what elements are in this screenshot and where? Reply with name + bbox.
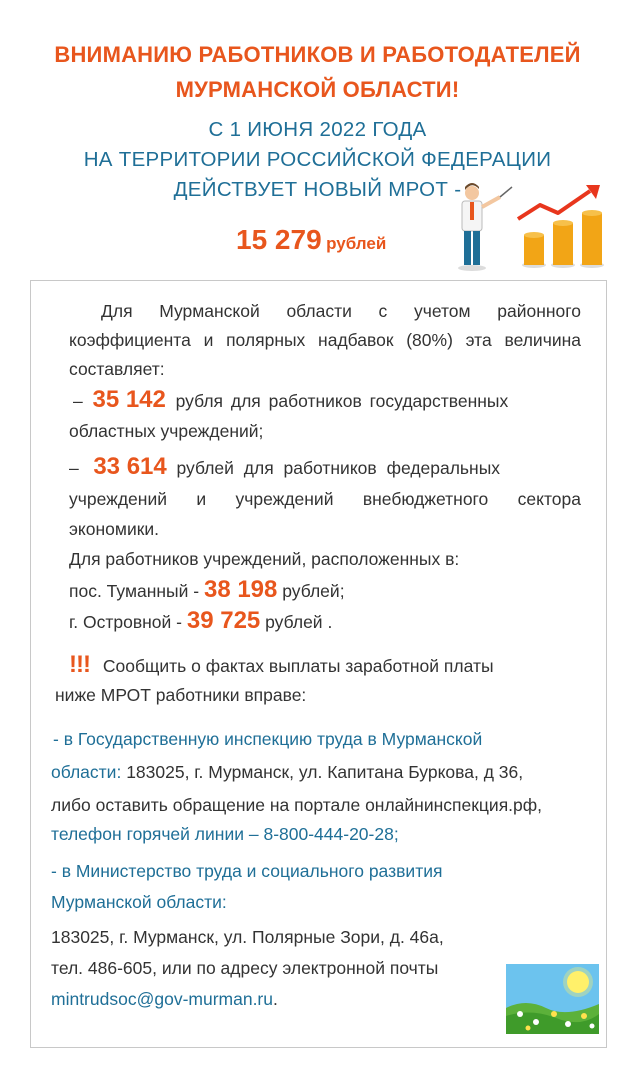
list-item-federal — [69, 453, 500, 481]
list-item-text: рублей для работников федеральных — [176, 458, 501, 478]
git-heading: - в Государственную инспекцию труда в Мурманской — [53, 729, 483, 749]
hotline-phone: телефон горячей линии – 8-800-444-20-28; — [51, 824, 399, 844]
federal-wage-value: 33 614 — [93, 453, 167, 480]
git-heading-end: области: — [51, 762, 122, 782]
dash: – — [73, 391, 83, 411]
paragraph-line: коэффициента и полярных надбавок (80%) эта величина — [69, 330, 581, 350]
subheadline-line-3: ДЕЙСТВУЕТ НОВЫЙ МРОТ - — [173, 178, 462, 201]
paragraph-line: учреждений и учреждений внебюджетного сектора — [69, 489, 581, 509]
mrot-amount — [236, 224, 386, 256]
ministry-heading-2: Мурманской области: — [51, 892, 227, 912]
warning-line — [69, 651, 494, 679]
git-address: 183025, г. Мурманск, ул. Капитана Буркова, д 36, — [121, 762, 524, 782]
git-address-line — [51, 762, 523, 783]
dash: – — [69, 458, 79, 478]
settlement-label: пос. Туманный - — [69, 581, 200, 601]
ostrovnoy-wage-value: 39 725 — [186, 607, 261, 634]
paragraph-line: Для работников учреждений, расположенных в: — [69, 549, 460, 569]
settlement-label: г. Островной - — [69, 612, 182, 632]
tumanny-wage-value: 38 198 — [203, 576, 278, 603]
paragraph-line: ниже МРОТ работники вправе: — [55, 685, 307, 705]
email-link[interactable]: mintrudsoc@gov-murman.ru — [51, 989, 273, 1009]
info-panel — [30, 280, 607, 1048]
paragraph-line: экономики. — [69, 519, 160, 539]
ministry-phone: тел. 486-605, или по адресу электронной почты — [51, 958, 439, 978]
exclamation-icon: !!! — [69, 651, 90, 678]
headline-line-2: МУРМАНСКОЙ ОБЛАСТИ! — [175, 77, 460, 102]
warning-text: Сообщить о фактах выплаты заработной платы — [102, 656, 494, 676]
businessman-chart-illustration — [440, 175, 610, 275]
tumanny-line — [69, 576, 345, 604]
mrot-currency: рублей — [326, 234, 387, 253]
ministry-email-line — [51, 989, 278, 1010]
subheadline-line-1: С 1 ИЮНЯ 2022 ГОДА — [208, 118, 427, 141]
mrot-value: 15 279 — [236, 224, 322, 255]
meadow-flowers-illustration — [506, 964, 599, 1034]
paragraph-line: областных учреждений; — [69, 421, 264, 441]
list-item-text: рубля для работников государственных — [175, 391, 509, 411]
subheadline-line-2: НА ТЕРРИТОРИИ РОССИЙСКОЙ ФЕДЕРАЦИИ — [83, 148, 552, 171]
unit-label: рублей; — [282, 581, 345, 601]
paragraph-line: Для Мурманской области с учетом районного — [101, 301, 581, 321]
email-period: . — [273, 989, 278, 1009]
ostrovnoy-line — [69, 607, 332, 635]
list-item-regional — [73, 386, 508, 414]
regional-wage-value: 35 142 — [92, 386, 166, 413]
ministry-address: 183025, г. Мурманск, ул. Полярные Зори, д. 46а, — [51, 927, 444, 947]
paragraph-line: составляет: — [69, 359, 165, 379]
ministry-heading: - в Министерство труда и социального развития — [51, 861, 443, 881]
headline-line-1: ВНИМАНИЮ РАБОТНИКОВ И РАБОТОДАТЕЛЕЙ — [54, 42, 581, 67]
unit-label: рублей . — [265, 612, 333, 632]
git-portal-line: либо оставить обращение на портале онлайнинспекция.рф, — [51, 795, 543, 815]
